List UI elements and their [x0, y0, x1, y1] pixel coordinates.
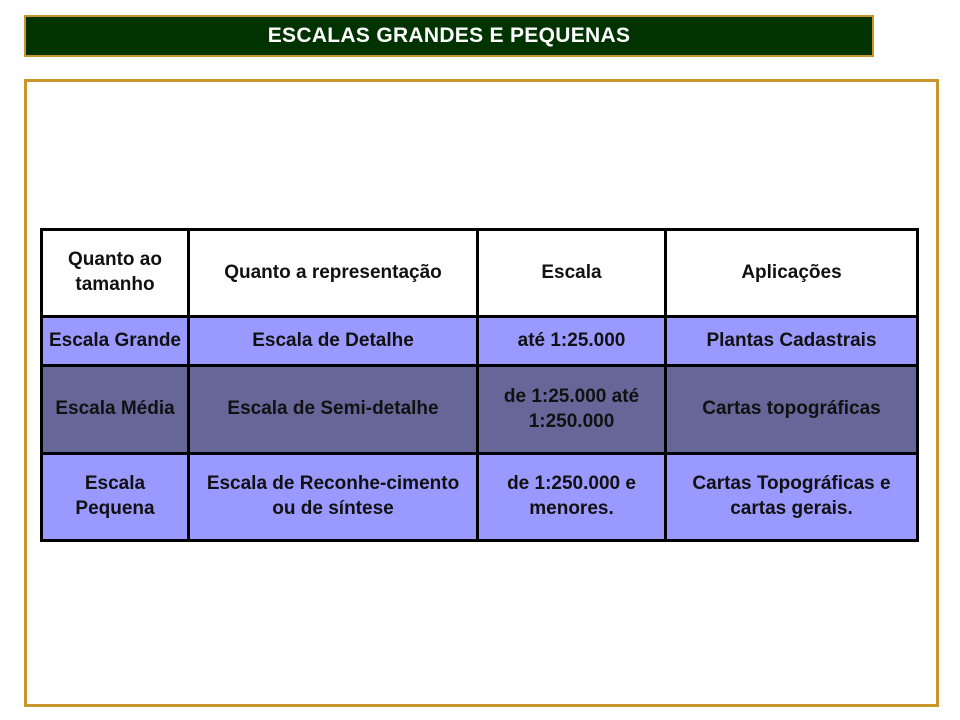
cell-size: Escala Grande	[42, 317, 189, 366]
cell-representation: Escala de Reconhe-cimento ou de síntese	[189, 453, 478, 540]
header-size: Quanto ao tamanho	[42, 230, 189, 317]
slide-title: ESCALAS GRANDES E PEQUENAS	[267, 24, 631, 47]
cell-representation: Escala de Detalhe	[189, 317, 478, 366]
cell-applications: Cartas topográficas	[666, 366, 918, 453]
cell-scale: de 1:250.000 e menores.	[478, 453, 666, 540]
cell-scale: de 1:25.000 até 1:250.000	[478, 366, 666, 453]
table-row	[42, 317, 918, 366]
cell-size: Escala Média	[42, 366, 189, 453]
cell-scale: até 1:25.000	[478, 317, 666, 366]
scales-table	[40, 228, 919, 542]
table-header-row	[42, 230, 918, 317]
header-scale: Escala	[478, 230, 666, 317]
header-applications: Aplicações	[666, 230, 918, 317]
table-row	[42, 453, 918, 540]
cell-applications: Cartas Topográficas e cartas gerais.	[666, 453, 918, 540]
slide-title-bar	[24, 15, 874, 57]
table-row	[42, 366, 918, 453]
cell-applications: Plantas Cadastrais	[666, 317, 918, 366]
cell-representation: Escala de Semi-detalhe	[189, 366, 478, 453]
cell-size: Escala Pequena	[42, 453, 189, 540]
header-representation: Quanto a representação	[189, 230, 478, 317]
